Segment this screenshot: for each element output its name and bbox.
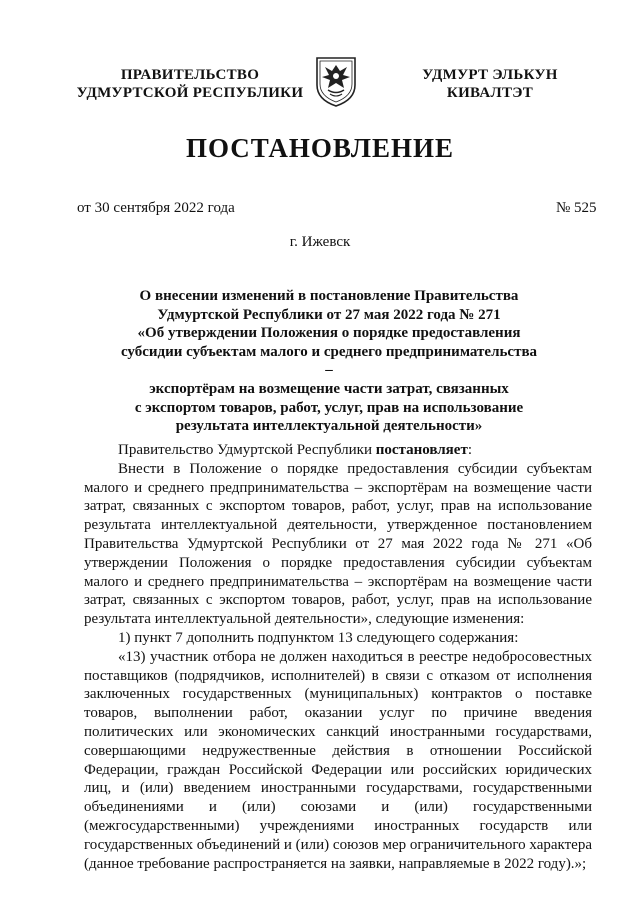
government-name-line-1: ПРАВИТЕЛЬСТВО (120, 67, 260, 83)
intro-text: Правительство Удмуртской Республики (118, 442, 376, 458)
body-paragraph-item-1: 1) пункт 7 дополнить подпунктом 13 следующего содержания: (118, 629, 519, 646)
subject-line: О внесении изменений в постановление Правительства (139, 288, 519, 304)
intro-decree-word: постановляет (375, 442, 468, 458)
body-paragraph-item-13: «13) участник отбора не должен находиться в реестре недобросовестных поставщиков (подрядчиков, исполнителей) в связи с отказом от исполнения заключенных государственных (муниципальных) контрактов о поставке товаров, выполнении работ, оказании услуг по причине введения политических или экономических санкций иностранными государствами, совершающими недружественные действия в отношении Российской Федерации, граждан Российской Федерации или российских юридических лиц, и (или) введением иностранными государствами, государственными объединениями и (или) союзами и (или) государственными (межгосударственными) учреждениями иностранных государств или государственных объединений и (или) союзов мер ограничительного характера (данное требование распространяется на заявки, направляемые в 2022 году).»; (84, 648, 592, 872)
subject-line: с экспортом товаров, работ, услуг, прав на использование (134, 399, 524, 416)
document-title: ПОСТАНОВЛЕНИЕ (185, 133, 455, 163)
subject-line: Удмуртской Республики от 27 мая 2022 года № 271 (157, 306, 501, 323)
government-name-udmurt (395, 66, 585, 102)
intro-colon: : (467, 442, 472, 458)
subject-line: «Об утверждении Положения о порядке предоставления (137, 325, 521, 342)
coat-of-arms-icon (313, 55, 359, 107)
subject-line: субсидии субъектам малого и среднего предпринимательства – (120, 343, 538, 379)
udmurt-name-line-1: УДМУРТ ЭЛЬКУН (422, 67, 558, 83)
subject-line: экспортёрам на возмещение части затрат, связанных (149, 380, 509, 397)
government-name-russian (70, 66, 310, 102)
document-body (84, 441, 592, 873)
body-paragraph-intro (84, 441, 592, 460)
udmurt-name-line-2: КИВАЛТЭТ (446, 85, 534, 101)
document-subject (120, 287, 538, 436)
document-city: г. Ижевск (289, 234, 351, 250)
subject-line: результата интеллектуальной деятельности» (175, 418, 483, 435)
body-paragraph-amendment: Внести в Положение о порядке предоставления субсидии субъектам малого и среднего предпринимательства – экспортёрам на возмещение части затрат, связанных с экспортом товаров, работ, услуг, прав на использование результата интеллектуальной деятельности, утвержденное постановлением Правительства Удмуртской Республики от 27 мая 2022 года № 271 «Об утверждении Положения о порядке предоставления субсидии субъектам малого и среднего предпринимательства – экспортёрам на возмещение части затрат, связанных с экспортом товаров, работ, услуг, прав на использование результата интеллектуальной деятельности», следующие изменения: (84, 460, 592, 628)
document-date: от 30 сентября 2022 года (77, 200, 235, 216)
government-name-line-2: УДМУРТСКОЙ РЕСПУБЛИКИ (76, 85, 304, 101)
document-number: № 525 (556, 200, 597, 216)
